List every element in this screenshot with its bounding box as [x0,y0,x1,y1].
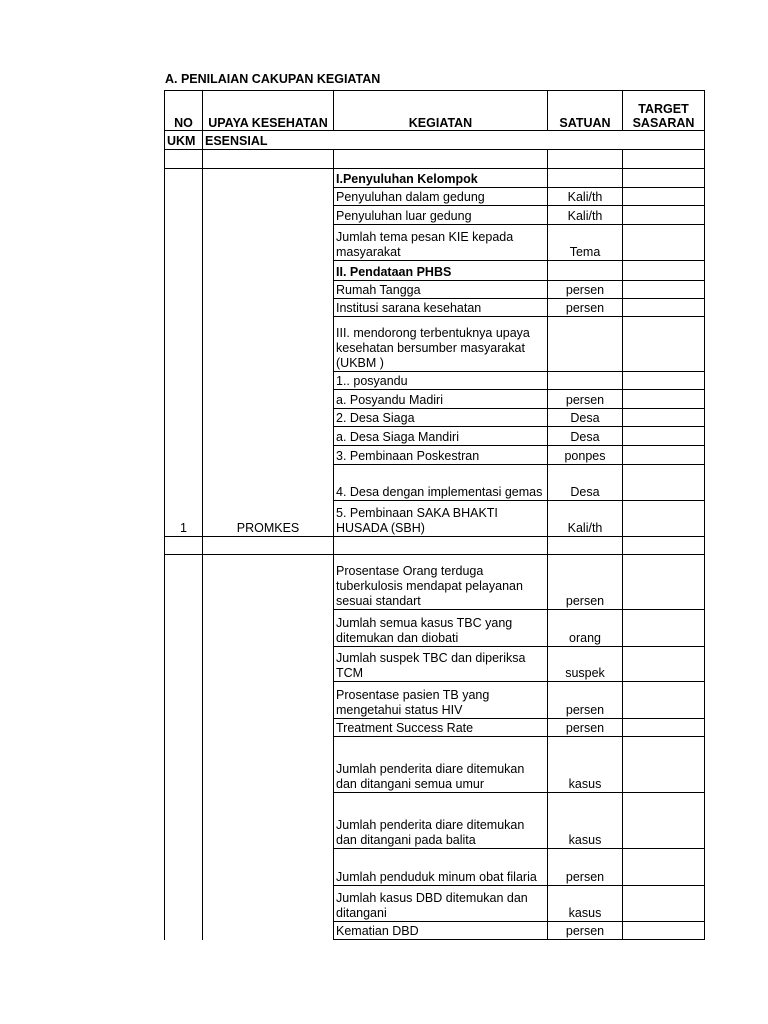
satuan-cell [548,317,623,372]
target-cell [623,225,705,261]
header-no: NO [165,91,203,131]
kegiatan-cell: Kematian DBD [334,922,548,940]
target-cell [623,922,705,940]
target-cell [623,793,705,849]
target-cell [623,610,705,647]
satuan-cell: Desa [548,409,623,427]
kegiatan-cell: Jumlah kasus DBD ditemukan dan ditangani [334,886,548,922]
target-cell [623,465,705,501]
kegiatan-cell: 4. Desa dengan implementasi gemas [334,465,548,501]
kegiatan-cell: Jumlah penderita diare ditemukan dan ditangani pada balita [334,793,548,849]
kegiatan-cell: a. Posyandu Madiri [334,390,548,409]
target-cell [623,261,705,281]
kegiatan-cell: III. mendorong terbentuknya upaya kesehatan bersumber masyarakat (UKBM ) [334,317,548,372]
header-satuan: SATUAN [548,91,623,131]
target-cell [623,317,705,372]
section-row [165,131,705,150]
row-number: 1 [165,169,203,537]
table-row [165,169,705,188]
table-row [165,555,705,610]
satuan-cell: Kali/th [548,501,623,537]
section-label-esensial: ESENSIAL [203,131,705,150]
target-cell [623,682,705,719]
spacer-row [165,537,705,555]
satuan-cell: persen [548,922,623,940]
kegiatan-cell: Jumlah tema pesan KIE kepada masyarakat [334,225,548,261]
satuan-cell: Tema [548,225,623,261]
satuan-cell: kasus [548,886,623,922]
target-cell [623,446,705,465]
satuan-cell: orang [548,610,623,647]
satuan-cell [548,169,623,188]
satuan-cell: persen [548,849,623,886]
kegiatan-cell: 1.. posyandu [334,372,548,390]
kegiatan-cell: Prosentase Orang terduga tuberkulosis mendapat pelayanan sesuai standart [334,555,548,610]
header-upaya-kesehatan: UPAYA KESEHATAN [203,91,334,131]
upaya-kesehatan-cell [203,555,334,940]
satuan-cell: persen [548,682,623,719]
kegiatan-cell: Jumlah suspek TBC dan diperiksa TCM [334,647,548,682]
satuan-cell: suspek [548,647,623,682]
kegiatan-cell: Jumlah penduduk minum obat filaria [334,849,548,886]
target-cell [623,206,705,225]
kegiatan-cell: Institusi sarana kesehatan [334,299,548,317]
satuan-cell: Desa [548,427,623,446]
kegiatan-cell: I.Penyuluhan Kelompok [334,169,548,188]
kegiatan-cell: Penyuluhan luar gedung [334,206,548,225]
row-number [165,555,203,940]
target-cell [623,188,705,206]
target-cell [623,555,705,610]
satuan-cell: kasus [548,737,623,793]
upaya-kesehatan-cell: PROMKES [203,169,334,537]
target-cell [623,409,705,427]
satuan-cell: persen [548,299,623,317]
satuan-cell: persen [548,719,623,737]
kegiatan-cell: 3. Pembinaan Poskestran [334,446,548,465]
activity-table [164,90,705,940]
satuan-cell: persen [548,281,623,299]
target-cell [623,737,705,793]
target-cell [623,427,705,446]
satuan-cell: Desa [548,465,623,501]
target-cell [623,169,705,188]
page-title: A. PENILAIAN CAKUPAN KEGIATAN [165,72,381,86]
kegiatan-cell: 2. Desa Siaga [334,409,548,427]
kegiatan-cell: II. Pendataan PHBS [334,261,548,281]
spacer-row [165,150,705,169]
kegiatan-cell: Prosentase pasien TB yang mengetahui status HIV [334,682,548,719]
target-cell [623,372,705,390]
kegiatan-cell: a. Desa Siaga Mandiri [334,427,548,446]
satuan-cell [548,261,623,281]
target-cell [623,390,705,409]
header-kegiatan: KEGIATAN [334,91,548,131]
satuan-cell: kasus [548,793,623,849]
kegiatan-cell: Jumlah semua kasus TBC yang ditemukan dan diobati [334,610,548,647]
target-cell [623,501,705,537]
kegiatan-cell: Rumah Tangga [334,281,548,299]
target-cell [623,886,705,922]
kegiatan-cell: 5. Pembinaan SAKA BHAKTI HUSADA (SBH) [334,501,548,537]
header-row [165,91,705,131]
target-cell [623,299,705,317]
target-cell [623,719,705,737]
section-label-ukm: UKM [165,131,203,150]
satuan-cell [548,372,623,390]
target-cell [623,647,705,682]
satuan-cell: Kali/th [548,188,623,206]
satuan-cell: Kali/th [548,206,623,225]
kegiatan-cell: Penyuluhan dalam gedung [334,188,548,206]
kegiatan-cell: Jumlah penderita diare ditemukan dan ditangani semua umur [334,737,548,793]
kegiatan-cell: Treatment Success Rate [334,719,548,737]
target-cell [623,281,705,299]
target-cell [623,849,705,886]
satuan-cell: persen [548,555,623,610]
satuan-cell: persen [548,390,623,409]
header-target-sasaran: TARGET SASARAN [623,91,705,131]
satuan-cell: ponpes [548,446,623,465]
